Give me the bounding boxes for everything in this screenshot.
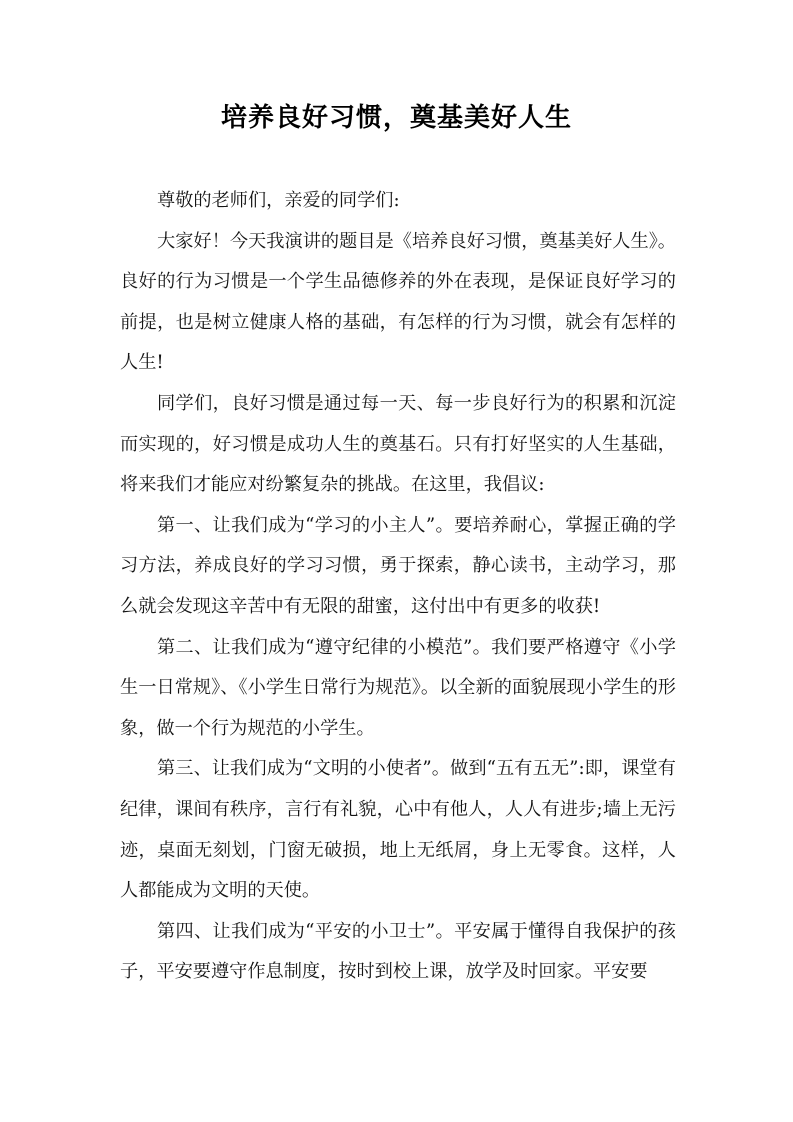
paragraph-proposal-2: 第二、让我们成为“遵守纪律的小模范”。我们要严格遵守《小学生一日常规》、《小学生日常行为规范》。以全新的面貌展现小学生的形象，做一个行为规范的小学生。 bbox=[120, 636, 676, 739]
paragraph-proposal-4: 第四、让我们成为“平安的小卫士”。平安属于懂得自我保护的孩子，平安要遵守作息制度，按时到校上课，放学及时回家。平安要 bbox=[120, 920, 676, 983]
document-title: 培养良好习惯，奠基美好人生 bbox=[220, 103, 572, 133]
document-body bbox=[120, 181, 676, 993]
paragraph-introduction: 大家好！今天我演讲的题目是《培养良好习惯，奠基美好人生》。良好的行为习惯是一个学生品德修养的外在表现，是保证良好学习的前提，也是树立健康人格的基础，有怎样的行为习惯，就会有怎样的人生! bbox=[120, 230, 676, 374]
paragraph-proposal-3: 第三、让我们成为“文明的小使者”。做到“五有五无”:即，课堂有纪律，课间有秩序，言行有礼貌，心中有他人，人人有进步;墙上无污迹，桌面无刻划，门窗无破损，地上无纸屑，身上无零食。这样，人人都能成为文明的天使。 bbox=[120, 758, 676, 902]
paragraph-proposal-1: 第一、让我们成为“学习的小主人”。要培养耐心，掌握正确的学习方法，养成良好的学习习惯，勇于探索，静心读书，主动学习，那么就会发现这辛苦中有无限的甜蜜，这付出中有更多的收获! bbox=[120, 514, 676, 617]
paragraph-habits: 同学们，良好习惯是通过每一天、每一步良好行为的积累和沉淀而实现的，好习惯是成功人生的奠基石。只有打好坚实的人生基础，将来我们才能应对纷繁复杂的挑战。在这里，我倡议: bbox=[120, 392, 676, 496]
paragraph-greeting: 尊敬的老师们，亲爱的同学们: bbox=[157, 190, 400, 211]
